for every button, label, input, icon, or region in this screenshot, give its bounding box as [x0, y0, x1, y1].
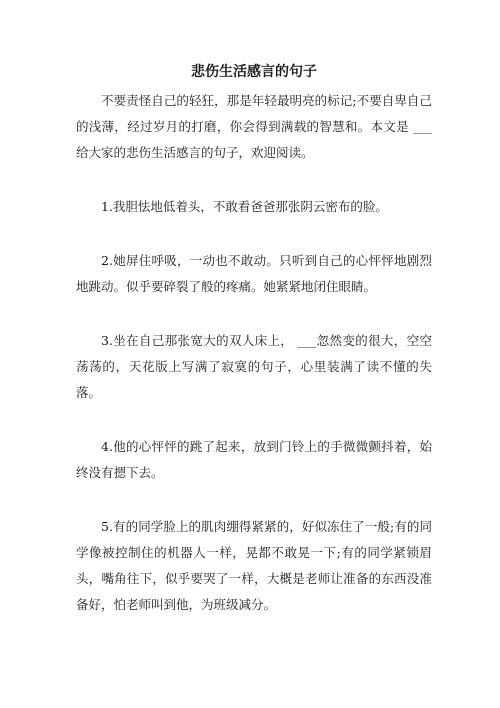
paragraph-gap — [76, 486, 432, 514]
paragraph-gap — [76, 300, 432, 328]
list-item: 3.坐在自己那张宽大的双人床上， ___忽然变的很大，空空荡荡的，天花版上写满了寂寞的句子，心里装满了读不懂的失落。 — [76, 333, 432, 400]
document-title: 悲伤生活感言的句子 — [191, 64, 317, 80]
list-item: 4.他的心怦怦的跳了起来，放到门铃上的手微微颤抖着，始终没有摁下去。 — [76, 439, 432, 480]
intro-paragraph: 不要责怪自己的轻狂，那是年轻最明亮的标记;不要自卑自己的浅薄，经过岁月的打磨，你会得到满载的智慧和。本文是 ___给大家的悲伤生活感言的句子，欢迎阅读。 — [76, 93, 432, 160]
paragraph-gap — [76, 406, 432, 434]
paragraph-gap — [76, 166, 432, 194]
list-item: 1.我胆怯地低着头，不敢看爸爸那张阴云密布的脸。 — [101, 199, 388, 214]
paragraph-gap — [76, 220, 432, 248]
list-item: 2.她屏住呼吸，一动也不敢动。只听到自己的心怦怦地剧烈地跳动。似乎要碎裂了般的疼痛。她紧紧地闭住眼睛。 — [76, 253, 432, 294]
list-item: 5.有的同学脸上的肌肉绷得紧紧的，好似冻住了一般;有的同学像被控制住的机器人一样，晃都不敢晃一下;有的同学紧锁眉头，嘴角往下，似乎要哭了一样，大概是老师让准备的东西没准备好，怕老师叫到他，为班级减分。 — [76, 519, 432, 612]
